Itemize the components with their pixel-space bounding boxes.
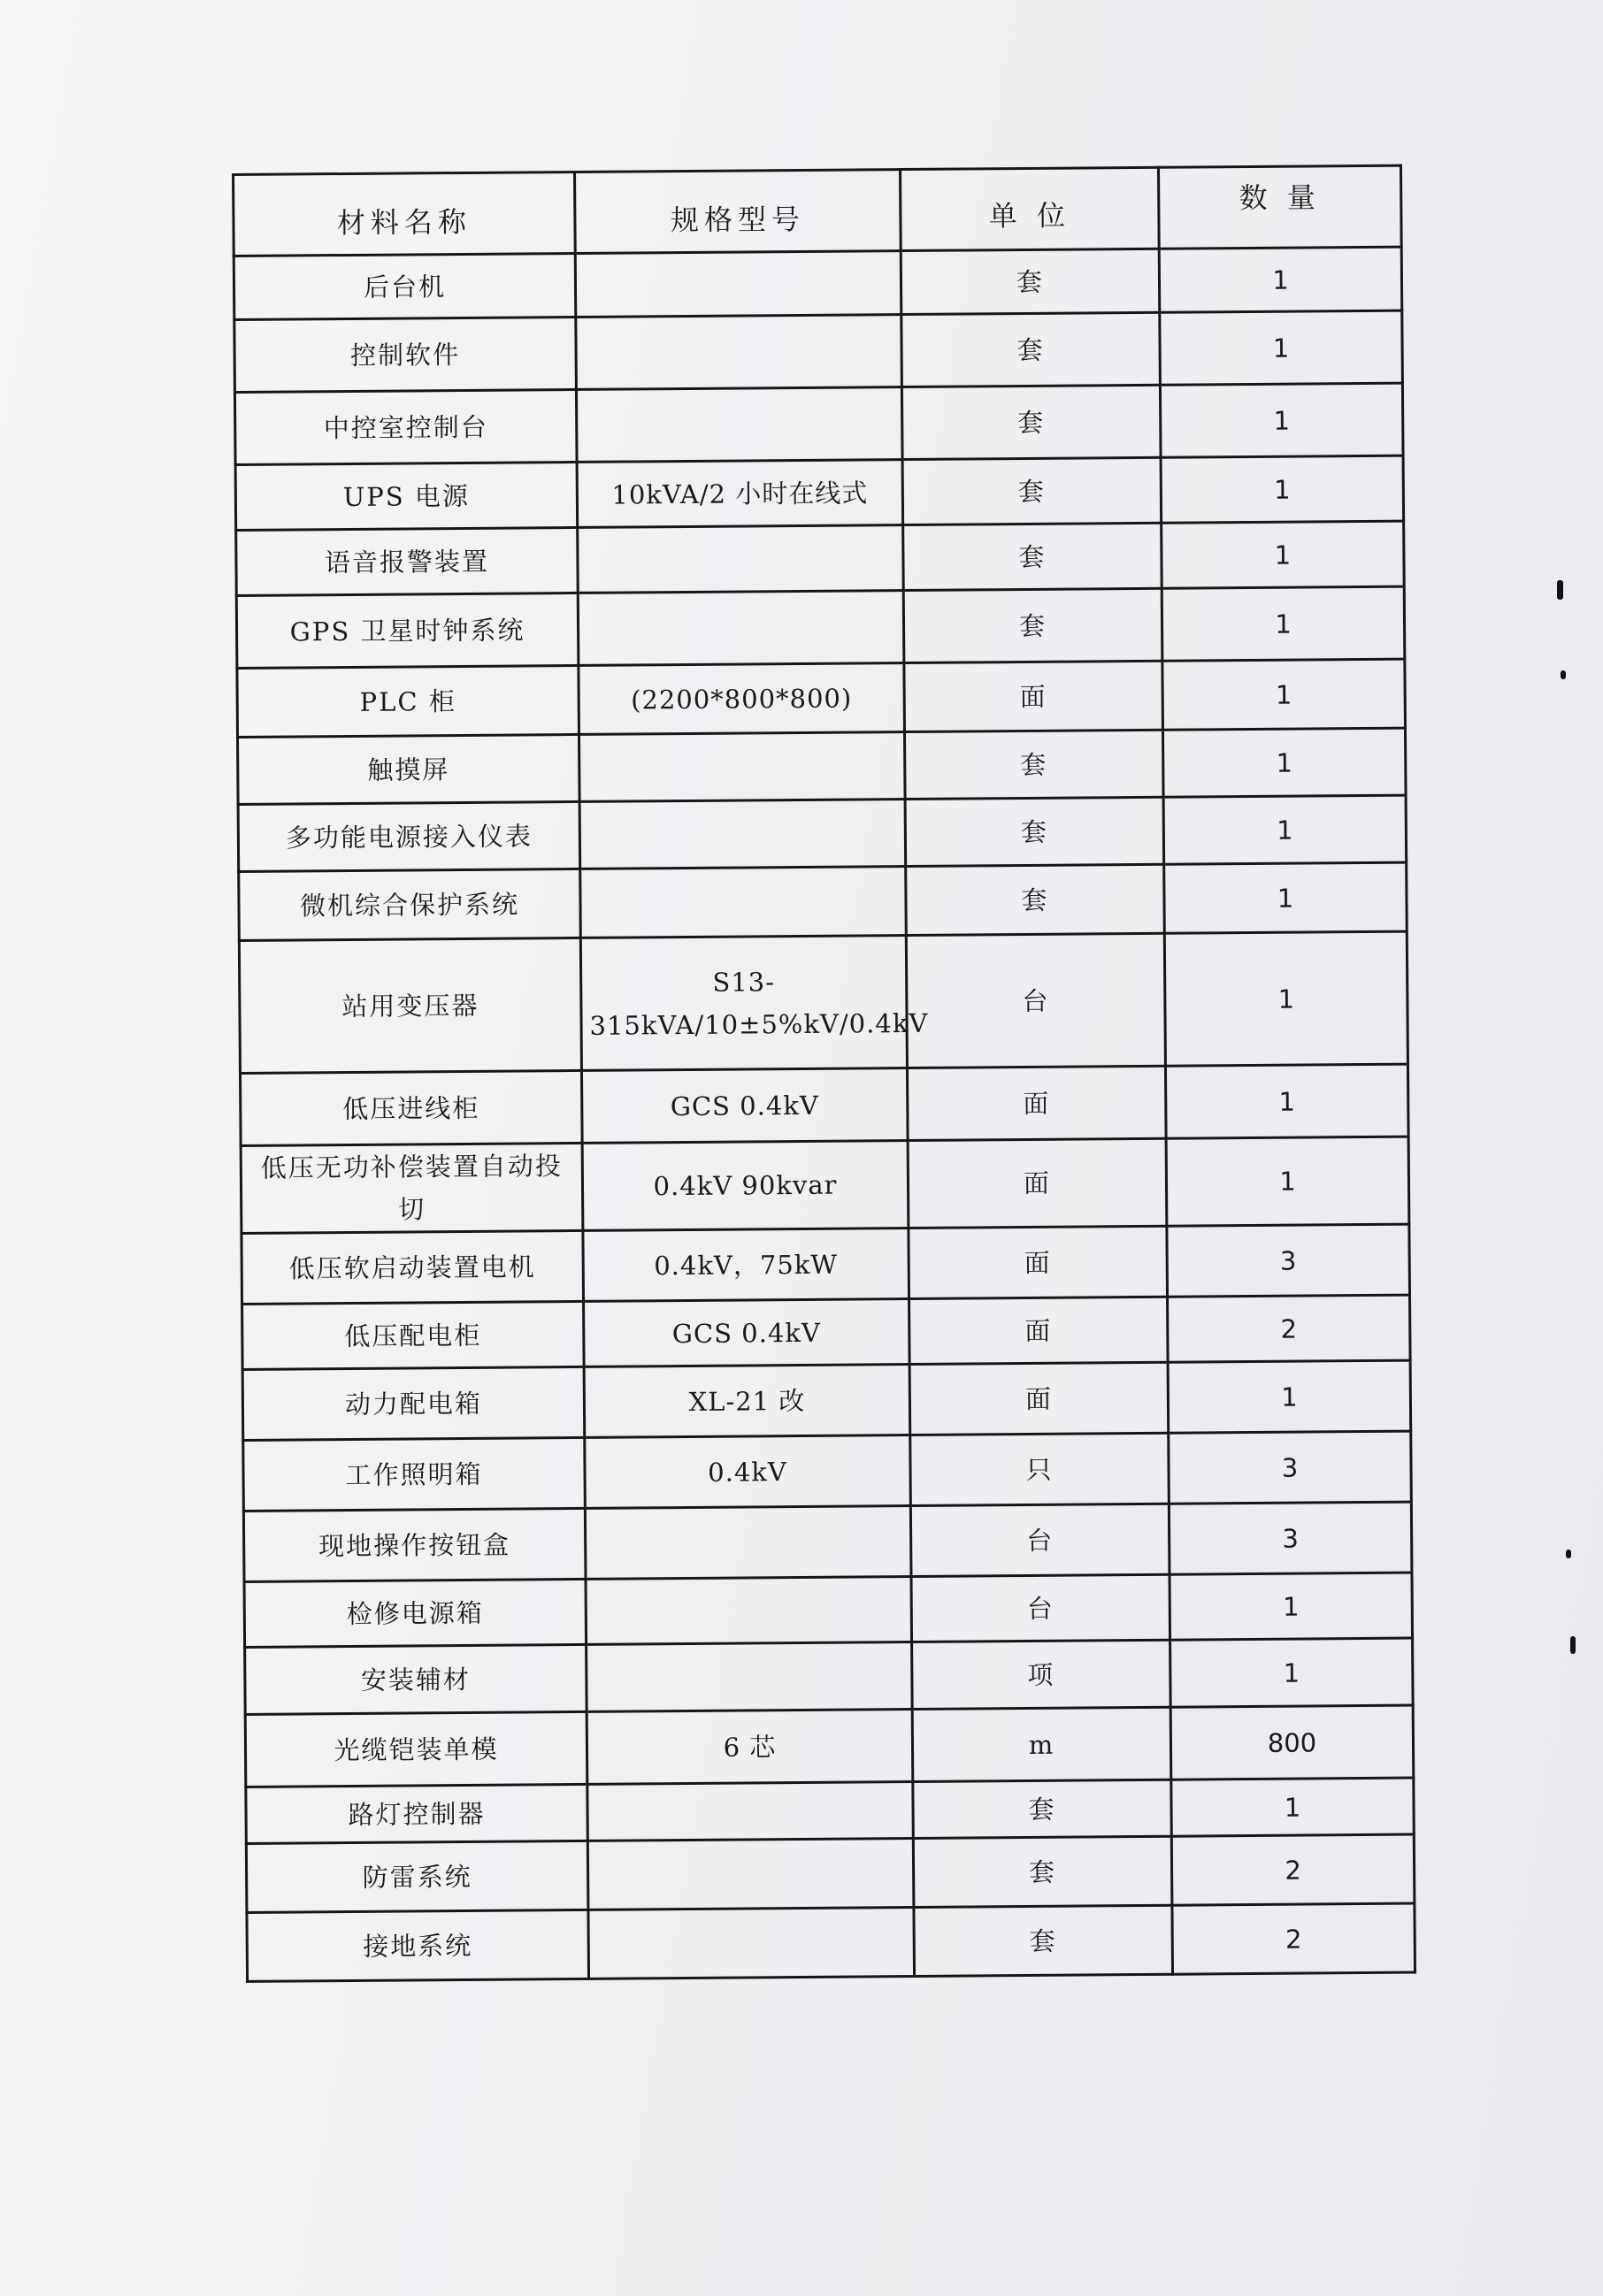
cell-material-name: 控制软件: [234, 317, 577, 392]
scan-speck: [1566, 1550, 1571, 1558]
cell-quantity: 1: [1170, 1638, 1414, 1707]
cell-spec-model: 0.4kV: [585, 1435, 911, 1509]
cell-spec-model: [587, 1839, 914, 1910]
cell-quantity: 1: [1161, 455, 1404, 523]
cell-material-name: 多功能电源接入仪表: [238, 801, 580, 871]
cell-spec-model: [586, 1577, 912, 1645]
cell-material-name: 动力配电箱: [242, 1366, 585, 1440]
cell-material-name: 光缆铠装单模: [245, 1711, 587, 1787]
table-row: [242, 1224, 1410, 1304]
cell-quantity: 1: [1163, 795, 1407, 864]
cell-material-name: 低压进线柜: [240, 1070, 582, 1145]
cell-quantity: 2: [1172, 1903, 1415, 1974]
cell-quantity: 1: [1171, 1778, 1414, 1836]
cell-quantity: 1: [1160, 310, 1403, 385]
header-material-name: 材料名称: [234, 172, 576, 256]
cell-quantity: 1: [1166, 1137, 1409, 1226]
table-row: [235, 455, 1404, 530]
cell-quantity: 1: [1160, 383, 1403, 457]
cell-quantity: 1: [1162, 586, 1405, 661]
cell-spec-model: S13-315kVA/10±5%kV/0.4kV: [580, 936, 907, 1071]
cell-unit: 台: [910, 1504, 1170, 1576]
cell-unit: 套: [901, 312, 1161, 386]
header-quantity: 数 量: [1158, 165, 1401, 249]
table-row: [245, 1705, 1414, 1787]
table-row: [246, 1834, 1415, 1912]
header-row: [234, 165, 1402, 256]
cell-material-name: 语音报警装置: [236, 527, 579, 595]
cell-unit: 面: [907, 1066, 1166, 1140]
cell-unit: 面: [909, 1226, 1168, 1298]
cell-material-name: 路灯控制器: [246, 1784, 587, 1843]
cell-spec-model: XL-21 改: [584, 1365, 910, 1438]
cell-material-name: GPS 卫星时钟系统: [236, 593, 579, 668]
cell-material-name: 触摸屏: [238, 734, 580, 804]
cell-spec-model: [587, 1642, 913, 1712]
cell-spec-model: [587, 1782, 913, 1841]
cell-material-name: 低压配电柜: [242, 1301, 585, 1369]
cell-unit: 面: [908, 1138, 1167, 1228]
table-row: [242, 1295, 1411, 1369]
table-row: [245, 1638, 1414, 1714]
table-body: [234, 247, 1415, 1981]
cell-quantity: 1: [1159, 247, 1402, 312]
cell-spec-model: [588, 1908, 915, 1979]
cell-unit: 套: [904, 730, 1163, 799]
cell-spec-model: [578, 591, 904, 666]
header-spec-model: 规格型号: [574, 170, 901, 254]
cell-quantity: 2: [1168, 1295, 1411, 1362]
cell-material-name: PLC 柜: [237, 665, 579, 737]
table-row: [239, 931, 1407, 1073]
cell-material-name: 接地系统: [247, 1910, 589, 1981]
table-row: [241, 1137, 1409, 1233]
table-row: [246, 1778, 1414, 1843]
cell-quantity: 1: [1162, 728, 1406, 797]
cell-unit: 套: [902, 457, 1162, 524]
table-row: [243, 1431, 1412, 1511]
cell-quantity: 1: [1162, 521, 1405, 588]
cell-quantity: 3: [1169, 1502, 1412, 1574]
cell-unit: 台: [911, 1574, 1170, 1642]
cell-spec-model: GCS 0.4kV: [584, 1299, 910, 1367]
scan-speck: [1561, 670, 1566, 679]
cell-spec-model: [576, 387, 902, 463]
cell-unit: 台: [906, 933, 1165, 1068]
cell-material-name: 低压软启动装置电机: [242, 1230, 584, 1304]
cell-quantity: 3: [1167, 1224, 1410, 1297]
table-row: [238, 795, 1407, 871]
cell-material-name: 检修电源箱: [244, 1579, 587, 1647]
cell-unit: 套: [903, 523, 1162, 590]
cell-quantity: 1: [1162, 659, 1406, 730]
cell-unit: 套: [903, 588, 1162, 662]
table-row: [238, 728, 1407, 804]
materials-table: [232, 165, 1416, 1983]
cell-spec-model: (2200*800*800): [579, 663, 905, 735]
cell-spec-model: [585, 1506, 911, 1580]
cell-unit: 套: [901, 249, 1160, 314]
cell-material-name: 安装辅材: [245, 1644, 587, 1714]
cell-spec-model: [580, 867, 907, 938]
cell-spec-model: 0.4kV，75kW: [583, 1228, 909, 1302]
table-row: [243, 1502, 1412, 1581]
table-row: [236, 586, 1405, 668]
cell-quantity: 1: [1165, 1064, 1408, 1138]
cell-material-name: UPS 电源: [235, 462, 578, 530]
cell-material-name: 现地操作按钮盒: [243, 1508, 586, 1581]
cell-quantity: 1: [1164, 931, 1407, 1066]
cell-spec-model: 6 芯: [587, 1710, 913, 1785]
table-row: [234, 310, 1403, 392]
table-row: [236, 521, 1405, 595]
cell-spec-model: [576, 315, 902, 390]
cell-unit: 套: [913, 1779, 1171, 1838]
cell-material-name: 微机综合保护系统: [239, 869, 581, 940]
cell-spec-model: 10kVA/2 小时在线式: [577, 460, 903, 528]
cell-spec-model: [575, 251, 901, 318]
cell-quantity: 1: [1164, 862, 1407, 933]
table-row: [247, 1903, 1415, 1981]
table-row: [239, 862, 1407, 940]
cell-spec-model: GCS 0.4kV: [581, 1068, 908, 1144]
cell-quantity: 1: [1168, 1360, 1411, 1433]
cell-unit: 面: [909, 1297, 1169, 1364]
cell-material-name: 低压无功补偿装置自动投切: [241, 1143, 583, 1233]
header-unit: 单 位: [900, 167, 1159, 250]
cell-quantity: 3: [1169, 1431, 1412, 1504]
table-row: [242, 1360, 1411, 1440]
cell-quantity: 800: [1170, 1705, 1414, 1779]
cell-unit: 套: [905, 797, 1164, 866]
cell-material-name: 后台机: [234, 253, 576, 319]
table-row: [237, 659, 1406, 737]
cell-material-name: 站用变压器: [239, 938, 581, 1073]
cell-unit: 套: [901, 385, 1161, 459]
table-row: [244, 1573, 1413, 1647]
cell-spec-model: [579, 732, 905, 802]
cell-unit: 面: [904, 661, 1163, 731]
cell-material-name: 中控室控制台: [234, 389, 577, 464]
cell-material-name: 工作照明箱: [243, 1437, 586, 1511]
cell-unit: 只: [910, 1433, 1170, 1505]
cell-unit: 面: [909, 1362, 1169, 1435]
cell-unit: 项: [912, 1640, 1171, 1709]
table-row: [234, 247, 1402, 319]
cell-unit: m: [912, 1707, 1171, 1781]
cell-quantity: 1: [1170, 1573, 1413, 1640]
scan-speck: [1557, 580, 1563, 600]
scan-speck: [1570, 1636, 1576, 1654]
cell-unit: 套: [914, 1905, 1173, 1976]
cell-unit: 套: [906, 864, 1165, 935]
table-row: [240, 1064, 1408, 1145]
cell-spec-model: 0.4kV 90kvar: [582, 1141, 909, 1231]
table-row: [234, 383, 1403, 464]
cell-spec-model: [578, 525, 904, 593]
cell-unit: 套: [913, 1836, 1172, 1907]
cell-spec-model: [579, 800, 906, 869]
cell-quantity: 2: [1171, 1834, 1415, 1905]
cell-material-name: 防雷系统: [246, 1841, 588, 1912]
